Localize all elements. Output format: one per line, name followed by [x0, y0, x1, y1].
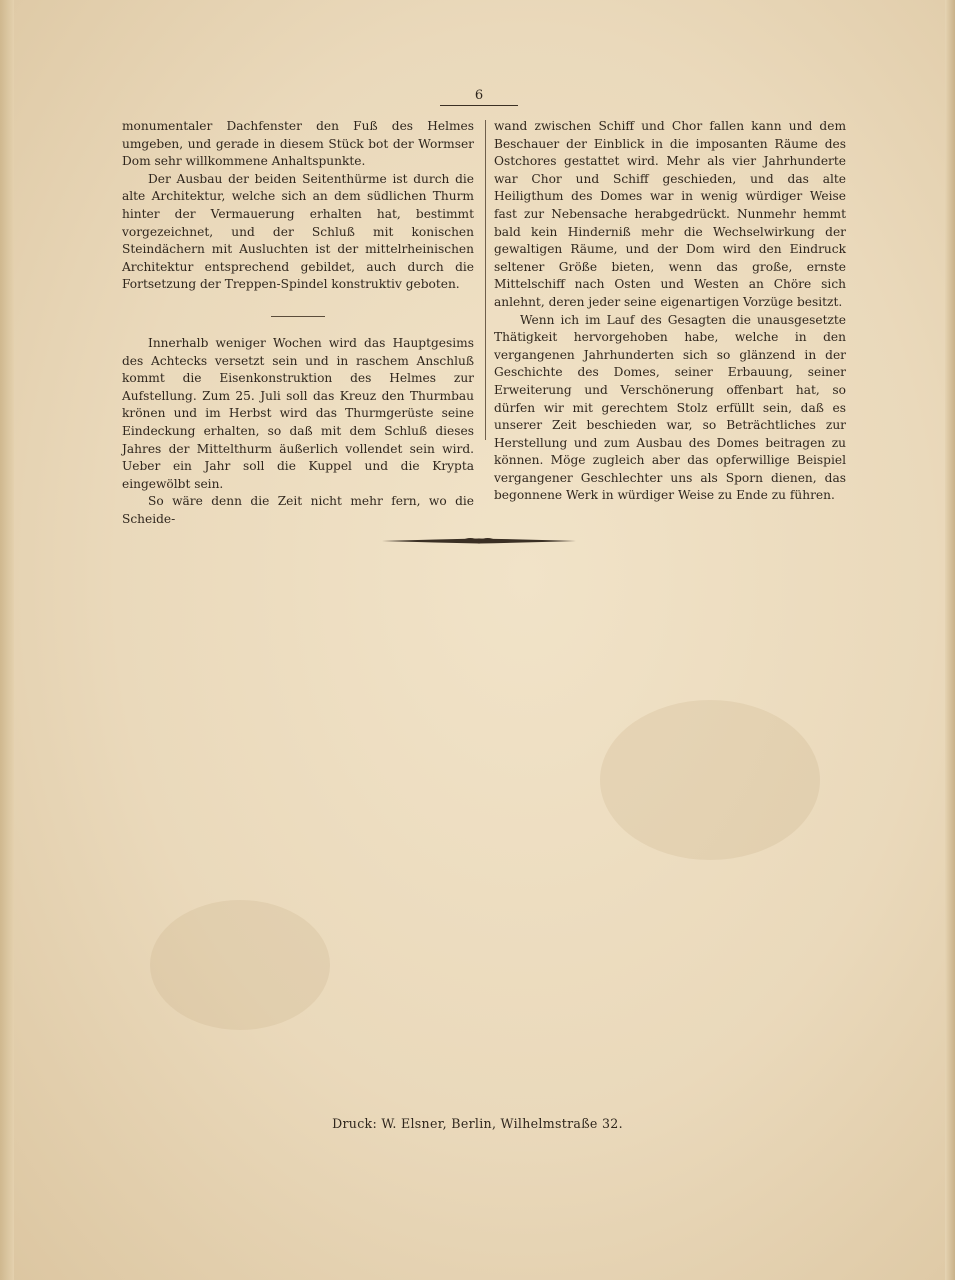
left-column — [122, 118, 474, 528]
page-edge-right — [945, 0, 955, 1280]
page-number: 6 — [474, 88, 484, 103]
column-divider — [485, 120, 486, 440]
paragraph: monumentaler Dachfenster den Fuß des Helmes umgeben, und gerade in diesem Stück bot der Wormser Dom sehr willkommene Anhaltspunkte. — [122, 119, 474, 169]
right-column — [494, 118, 846, 505]
paragraph: So wäre denn die Zeit nicht mehr fern, wo die Scheide- — [122, 494, 474, 526]
page-number-rule — [440, 105, 518, 106]
paragraph: wand zwischen Schiff und Chor fallen kann und dem Beschauer der Einblick in die imposanten Räume des Ostchores gestattet wird. Mehr als vier Jahrhunderte war Chor und Schiff geschieden, und das alte Heiligthum des Domes war in wenig würdiger Weise fast zur Nebensache herabgedrückt. Nunmehr hemmt bald kein Hinderniß mehr die Wechselwirkung der gewaltigen Räume, und der Dom wird den Eindruck seltener Größe bieten, wenn das große, ernste Mittelschiff nach Osten und Westen an Chöre sich anlehnt, deren jeder seine eigenartigen Vorzüge besitzt. — [494, 119, 846, 309]
paragraph: Innerhalb weniger Wochen wird das Hauptgesims des Achtecks versetzt sein und in raschem Anschluß kommt die Eisenkonstruktion des Helmes zur Aufstellung. Zum 25. Juli soll das Kreuz den Thurmbau krönen und im Herbst wird das Thurmgerüste seine Eindeckung erhalten, so daß mit dem Schluß dieses Jahres der Mittelthurm äußerlich vollendet sein wird. Ueber ein Jahr soll die Kuppel und die Krypta eingewölbt sein. — [122, 335, 474, 491]
ornamental-divider — [380, 534, 578, 548]
section-divider — [271, 316, 325, 317]
page-edge-left — [0, 0, 14, 1280]
printer-imprint: Druck: W. Elsner, Berlin, Wilhelmstraße 32. — [332, 1116, 623, 1131]
paragraph: Der Ausbau der beiden Seitenthürme ist durch die alte Architektur, welche sich an dem südlichen Thurm hinter der Vermauerung erhalten hat, bestimmt vorgezeichnet, und der Schluß mit konischen Steindächern mit Ausluchten ist der mittelrheinischen Architektur entsprechend gebildet, auch durch die Fortsetzung der Treppen-Spindel konstruktiv geboten. — [122, 171, 474, 292]
paragraph: Wenn ich im Lauf des Gesagten die unausgesetzte Thätigkeit hervorgehoben habe, welche in den vergangenen Jahrhunderten sich so glänzend in der Geschichte des Domes, seiner Erbauung, seiner Erweiterung und Verschönerung offenbart hat, so dürfen wir mit gerechtem Stolz erfüllt sein, daß es unserer Zeit beschieden war, so Beträchtliches zur Herstellung und zum Ausbau des Domes beitragen zu können. Möge zugleich aber das opferwillige Beispiel vergangener Geschlechter uns als Sporn dienen, das begonnene Werk in würdiger Weise zu Ende zu führen. — [494, 312, 846, 503]
paper-stain — [600, 700, 820, 860]
paper-stain — [150, 900, 330, 1030]
